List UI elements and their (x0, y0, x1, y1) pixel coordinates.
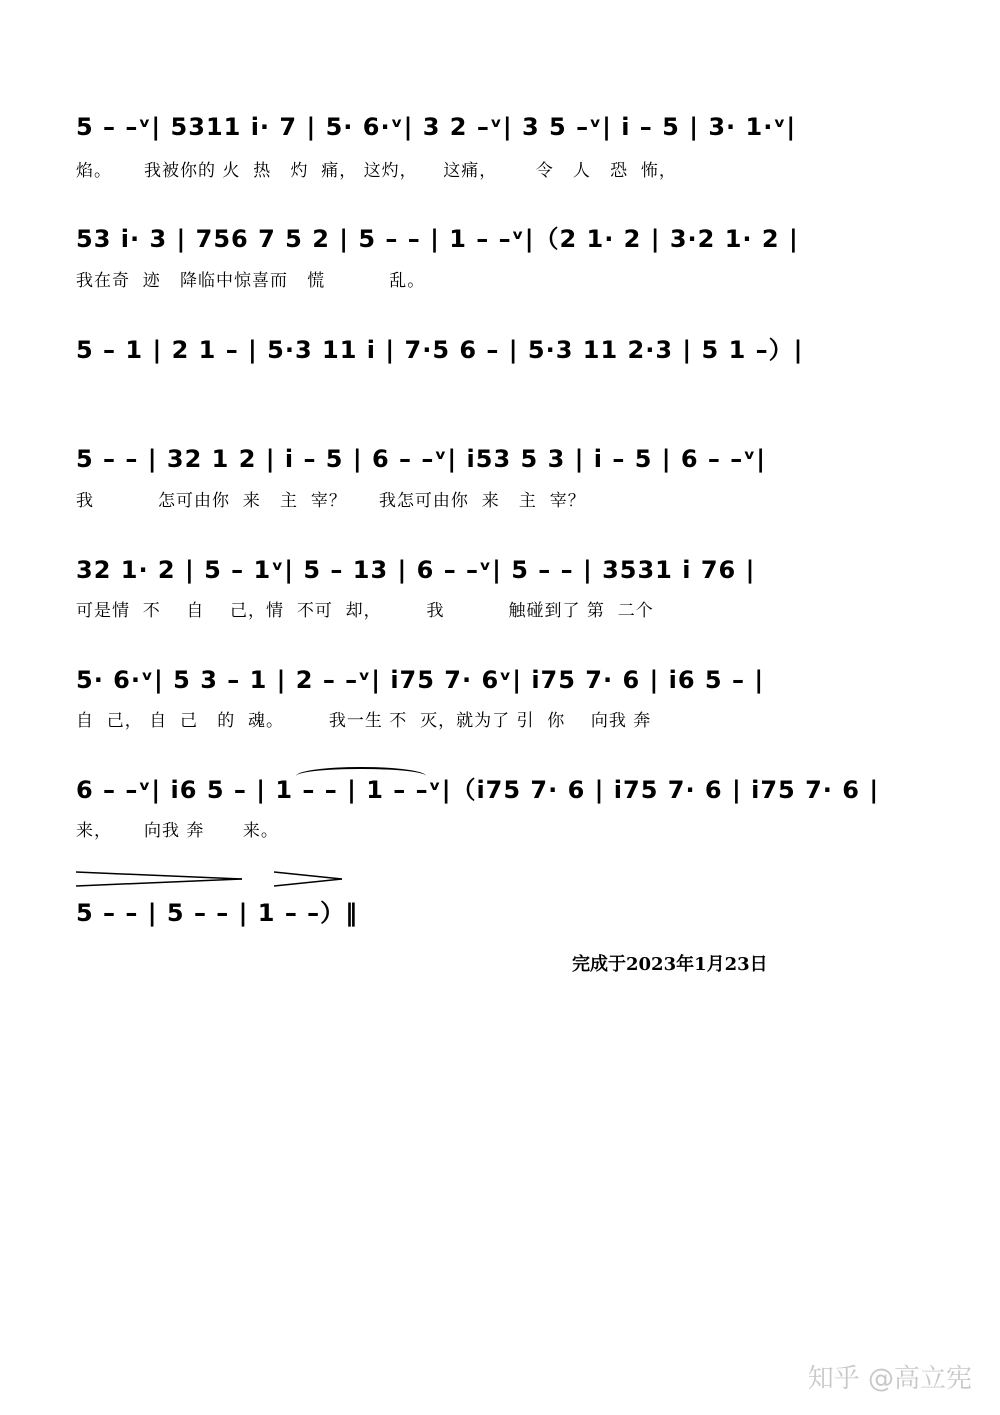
notation-line: 6 – –ᵛ| i̇6 5 – | 1 – – | 1 – –ᵛ|（i̇75 7· 6 | i̇75 7· 6 | i̇75 7· 6 | (76, 776, 880, 804)
lyric-line: 自 己， 自 己 的 魂。 我一生 不 灭，就为了 引 你 向我 奔 (76, 711, 652, 731)
watermark: 知乎 @高立宪 (807, 1364, 972, 1394)
notation-line: 53 i̇· 3 | 756 7 5 2 | 5 – – | 1 – –ᵛ|（2 1· 2 | 3·2 1· 2 | (76, 225, 799, 253)
notation-line: 32 1· 2 | 5 – 1ᵛ| 5 – 13 | 6 – –ᵛ| 5 – – | 3531 i̇ 76 | (76, 556, 756, 584)
notation-line: 5 – –ᵛ| 5311 i̇· 7 | 5· 6·ᵛ| 3 2 –ᵛ| 3 5 –ᵛ| i̇ – 5 | 3· 1·ᵛ| (76, 113, 797, 141)
decrescendo-hairpin-long (76, 868, 242, 890)
lyric-line: 我 怎可由你 来 主 宰？ 我怎可由你 来 主 宰？ (76, 491, 586, 511)
lyric-line: 我在奇 迹 降临中惊喜而 慌 乱。 (76, 271, 426, 291)
lyric-line: 可是情 不 自 己，情 不可 却， 我 触碰到了 第 二个 (76, 601, 654, 621)
lyric-line: 焰。 我被你的 火 热 灼 痛， 这灼， 这痛， 令 人 恐 怖， (76, 161, 677, 181)
notation-line: 5 – 1 | 2 1 – | 5·3 11 i̇ | 7·5 6 – | 5·3 11 2·3 | 5 1 –）| (76, 336, 804, 364)
notation-line: 5 – – | 5 – – | 1 – –）‖ (76, 899, 359, 927)
completion-date: 完成于2023年1月23日 (572, 954, 768, 975)
notation-line: 5 – – | 32 1 2 | i̇ – 5 | 6 – –ᵛ| i̇53 5 3 | i̇ – 5 | 6 – –ᵛ| (76, 445, 767, 473)
lyric-line: 来， 向我 奔 来。 (76, 821, 279, 841)
decrescendo-hairpin-short (274, 868, 342, 890)
notation-line: 5· 6·ᵛ| 5 3 – 1 | 2 – –ᵛ| i̇75 7· 6ᵛ| i̇75 7· 6 | i̇6 5 – | (76, 666, 765, 694)
